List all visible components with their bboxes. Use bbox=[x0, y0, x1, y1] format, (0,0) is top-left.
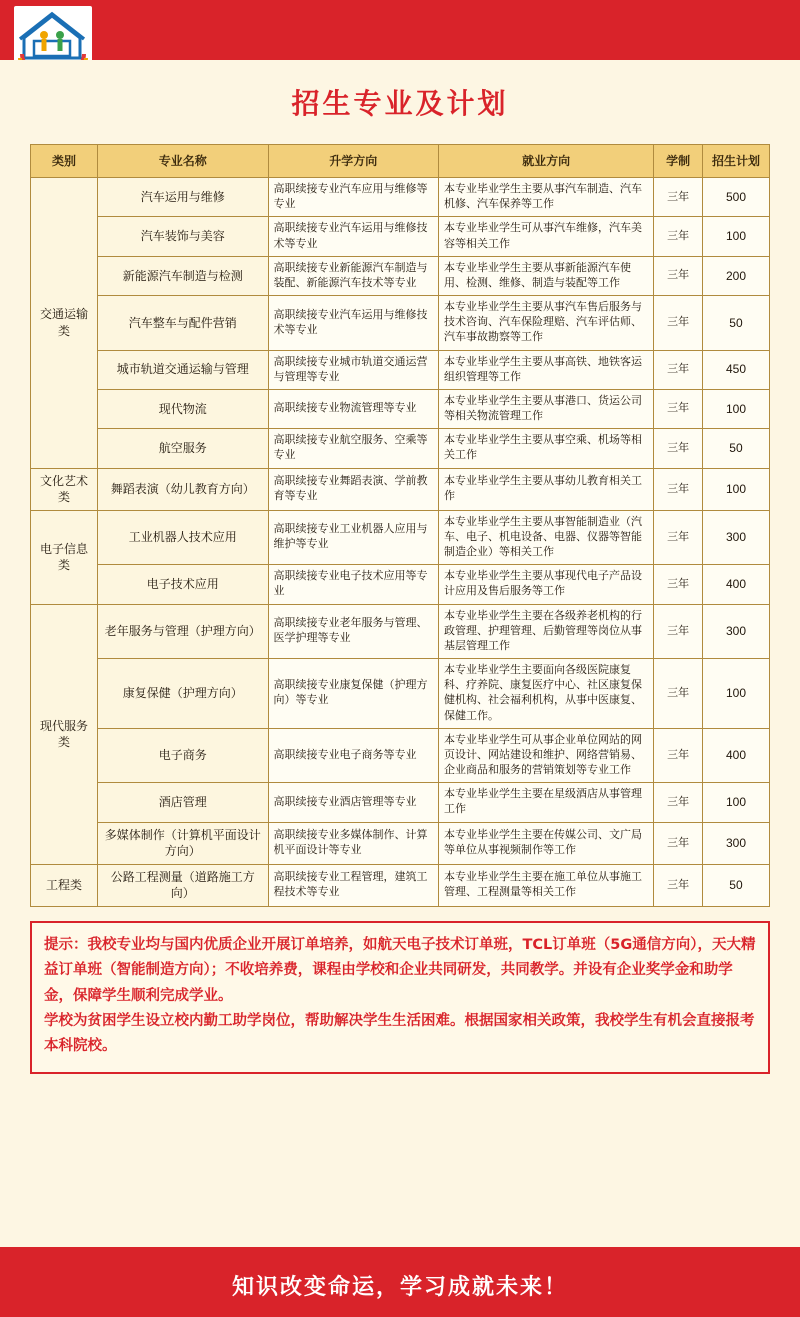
school-house-logo-icon bbox=[18, 8, 88, 64]
cell-direction: 高职续接专业物流管理等专业 bbox=[268, 389, 439, 428]
table-row bbox=[31, 783, 770, 822]
cell-plan: 100 bbox=[702, 389, 769, 428]
table-row bbox=[31, 429, 770, 468]
cell-major: 康复保健（护理方向） bbox=[97, 659, 268, 729]
cell-years: 三年 bbox=[654, 350, 703, 389]
cell-major: 电子商务 bbox=[97, 728, 268, 783]
cell-years: 三年 bbox=[654, 822, 703, 864]
cell-major: 舞蹈表演（幼儿教育方向） bbox=[97, 468, 268, 510]
cell-major: 汽车运用与维修 bbox=[97, 178, 268, 217]
col-employment: 就业方向 bbox=[439, 145, 654, 178]
cell-employment: 本专业毕业学生主要从事智能制造业（汽车、电子、机电设备、电器、仪器等智能制造企业）等相关工作 bbox=[439, 510, 654, 565]
table-row bbox=[31, 178, 770, 217]
cell-major: 电子技术应用 bbox=[97, 565, 268, 604]
cell-years: 三年 bbox=[654, 565, 703, 604]
cell-major: 老年服务与管理（护理方向） bbox=[97, 604, 268, 659]
cell-years: 三年 bbox=[654, 659, 703, 729]
cell-plan: 300 bbox=[702, 510, 769, 565]
cell-employment: 本专业毕业学生主要从事汽车制造、汽车机修、汽车保养等工作 bbox=[439, 178, 654, 217]
cell-major: 城市轨道交通运输与管理 bbox=[97, 350, 268, 389]
cell-direction: 高职续接专业汽车运用与维修技术等专业 bbox=[268, 217, 439, 256]
table-row bbox=[31, 565, 770, 604]
table-row bbox=[31, 217, 770, 256]
cell-direction: 高职续接专业工业机器人应用与维护等专业 bbox=[268, 510, 439, 565]
table-row bbox=[31, 659, 770, 729]
cell-employment: 本专业毕业学生主要从事空乘、机场等相关工作 bbox=[439, 429, 654, 468]
cell-employment: 本专业毕业学生可从事汽车维修，汽车美容等相关工作 bbox=[439, 217, 654, 256]
cell-plan: 50 bbox=[702, 296, 769, 351]
cell-direction: 高职续接专业康复保健（护理方向）等专业 bbox=[268, 659, 439, 729]
cell-employment: 本专业毕业学生主要在传媒公司、文广局等单位从事视频制作等工作 bbox=[439, 822, 654, 864]
cell-direction: 高职续接专业电子技术应用等专业 bbox=[268, 565, 439, 604]
cell-plan: 450 bbox=[702, 350, 769, 389]
cell-years: 三年 bbox=[654, 864, 703, 906]
cell-direction: 高职续接专业工程管理，建筑工程技术等专业 bbox=[268, 864, 439, 906]
notice-paragraph-2: 学校为贫困学生设立校内勤工助学岗位，帮助解决学生生活困难。根据国家相关政策，我校学生有机会直接报考本科院校。 bbox=[44, 1012, 755, 1055]
cell-direction: 高职续接专业汽车运用与维修技术等专业 bbox=[268, 296, 439, 351]
cell-years: 三年 bbox=[654, 468, 703, 510]
col-category: 类别 bbox=[31, 145, 98, 178]
cell-plan: 50 bbox=[702, 429, 769, 468]
cell-years: 三年 bbox=[654, 217, 703, 256]
cell-major: 酒店管理 bbox=[97, 783, 268, 822]
cell-years: 三年 bbox=[654, 604, 703, 659]
cell-years: 三年 bbox=[654, 429, 703, 468]
table-row bbox=[31, 468, 770, 510]
table-row bbox=[31, 296, 770, 351]
cell-plan: 300 bbox=[702, 822, 769, 864]
cell-direction: 高职续接专业城市轨道交通运营与管理等专业 bbox=[268, 350, 439, 389]
table-header bbox=[31, 145, 770, 178]
cell-years: 三年 bbox=[654, 783, 703, 822]
school-logo bbox=[14, 6, 92, 66]
cell-years: 三年 bbox=[654, 178, 703, 217]
top-banner bbox=[0, 0, 800, 60]
cell-employment: 本专业毕业学生主要从事新能源汽车使用、检测、维修、制造与装配等工作 bbox=[439, 256, 654, 295]
enrollment-plan-table bbox=[30, 144, 770, 907]
cell-direction: 高职续接专业多媒体制作、计算机平面设计等专业 bbox=[268, 822, 439, 864]
cell-plan: 50 bbox=[702, 864, 769, 906]
notice-paragraph-1 bbox=[44, 933, 756, 1009]
cell-plan: 100 bbox=[702, 783, 769, 822]
cell-direction: 高职续接专业汽车应用与维修等专业 bbox=[268, 178, 439, 217]
cell-plan: 200 bbox=[702, 256, 769, 295]
cell-employment: 本专业毕业学生主要从事高铁、地铁客运组织管理等工作 bbox=[439, 350, 654, 389]
table-row bbox=[31, 510, 770, 565]
cell-major: 工业机器人技术应用 bbox=[97, 510, 268, 565]
cell-major: 新能源汽车制造与检测 bbox=[97, 256, 268, 295]
cell-years: 三年 bbox=[654, 296, 703, 351]
cell-employment: 本专业毕业学生主要面向各级医院康复科、疗养院、康复医疗中心、社区康复保健机构、社会福利机构，从事中医康复、保健工作。 bbox=[439, 659, 654, 729]
cell-direction: 高职续接专业老年服务与管理、医学护理等专业 bbox=[268, 604, 439, 659]
page-sheet bbox=[0, 60, 800, 1253]
cell-category: 工程类 bbox=[31, 864, 98, 906]
cell-direction: 高职续接专业电子商务等专业 bbox=[268, 728, 439, 783]
cell-plan: 400 bbox=[702, 728, 769, 783]
cell-major: 汽车整车与配件营销 bbox=[97, 296, 268, 351]
cell-employment: 本专业毕业学生主要从事汽车售后服务与技术咨询、汽车保险理赔、汽车评估师、汽车事故勘察等工作 bbox=[439, 296, 654, 351]
cell-employment: 本专业毕业学生主要从事幼儿教育相关工作 bbox=[439, 468, 654, 510]
col-years: 学制 bbox=[654, 145, 703, 178]
notice-box bbox=[30, 921, 770, 1074]
col-major: 专业名称 bbox=[97, 145, 268, 178]
cell-employment: 本专业毕业学生主要在星级酒店从事管理工作 bbox=[439, 783, 654, 822]
cell-years: 三年 bbox=[654, 728, 703, 783]
cell-major: 航空服务 bbox=[97, 429, 268, 468]
cell-plan: 100 bbox=[702, 659, 769, 729]
cell-direction: 高职续接专业舞蹈表演、学前教育等专业 bbox=[268, 468, 439, 510]
cell-direction: 高职续接专业新能源汽车制造与装配、新能源汽车技术等专业 bbox=[268, 256, 439, 295]
cell-plan: 300 bbox=[702, 604, 769, 659]
table-row bbox=[31, 389, 770, 428]
table-row bbox=[31, 350, 770, 389]
table-row bbox=[31, 256, 770, 295]
notice-label: 提示： bbox=[44, 936, 88, 953]
cell-years: 三年 bbox=[654, 256, 703, 295]
cell-years: 三年 bbox=[654, 389, 703, 428]
cell-plan: 100 bbox=[702, 468, 769, 510]
cell-major: 多媒体制作（计算机平面设计方向） bbox=[97, 822, 268, 864]
table-header-row bbox=[31, 145, 770, 178]
cell-plan: 400 bbox=[702, 565, 769, 604]
table-row bbox=[31, 604, 770, 659]
table-row bbox=[31, 822, 770, 864]
table-row bbox=[31, 728, 770, 783]
cell-employment: 本专业毕业学生主要在各级养老机构的行政管理、护理管理、后勤管理等岗位从事基层管理工作 bbox=[439, 604, 654, 659]
cell-years: 三年 bbox=[654, 510, 703, 565]
cell-category: 交通运输类 bbox=[31, 178, 98, 469]
col-direction: 升学方向 bbox=[268, 145, 439, 178]
cell-employment: 本专业毕业学生主要从事现代电子产品设计应用及售后服务等工作 bbox=[439, 565, 654, 604]
cell-category: 电子信息类 bbox=[31, 510, 98, 604]
table-row bbox=[31, 864, 770, 906]
cell-direction: 高职续接专业航空服务、空乘等专业 bbox=[268, 429, 439, 468]
cell-plan: 100 bbox=[702, 217, 769, 256]
notice-text-1: 我校专业均与国内优质企业开展订单培养，如航天电子技术订单班，TCL订单班（5G通信方向），天大精益订单班（智能制造方向）；不收培养费，课程由学校和企业共同研发，共同教学。并设有企业奖学金和助学金，保障学生顺利完成学业。 bbox=[44, 936, 756, 1004]
cell-major: 汽车装饰与美容 bbox=[97, 217, 268, 256]
cell-category: 文化艺术类 bbox=[31, 468, 98, 510]
cell-direction: 高职续接专业酒店管理等专业 bbox=[268, 783, 439, 822]
page-title: 招生专业及计划 bbox=[291, 87, 509, 120]
col-plan: 招生计划 bbox=[702, 145, 769, 178]
cell-category: 现代服务类 bbox=[31, 604, 98, 864]
cell-plan: 500 bbox=[702, 178, 769, 217]
cell-major: 现代物流 bbox=[97, 389, 268, 428]
cell-employment: 本专业毕业学生可从事企业单位网站的网页设计、网站建设和维护、网络营销易、企业商品和服务的营销策划等专业工作 bbox=[439, 728, 654, 783]
cell-employment: 本专业毕业学生主要从事港口、货运公司等相关物流管理工作 bbox=[439, 389, 654, 428]
cell-employment: 本专业毕业学生主要在施工单位从事施工管理、工程测量等相关工作 bbox=[439, 864, 654, 906]
table-body bbox=[31, 178, 770, 907]
cell-major: 公路工程测量（道路施工方向） bbox=[97, 864, 268, 906]
footer-slogan: 知识改变命运，学习成就未来！ bbox=[0, 1253, 800, 1317]
